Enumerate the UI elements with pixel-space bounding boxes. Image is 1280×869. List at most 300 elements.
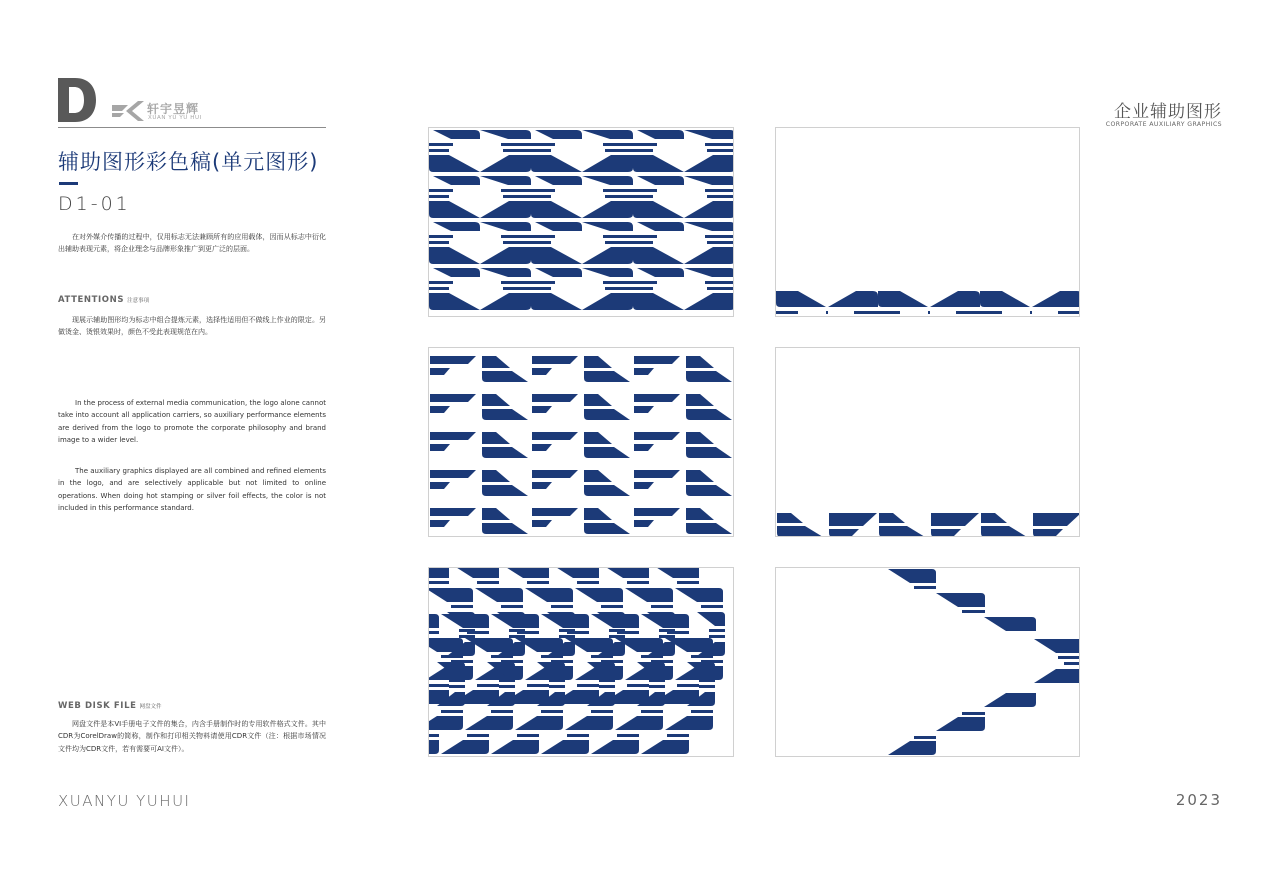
attentions-heading-en: ATTENTIONS xyxy=(58,295,125,305)
strip-bar xyxy=(776,291,826,307)
chevron-line xyxy=(699,685,715,688)
chevron-block xyxy=(1034,669,1080,683)
chevron-line xyxy=(509,635,525,638)
para-bar xyxy=(482,394,510,406)
diamond-line xyxy=(705,281,734,284)
para-bar xyxy=(532,368,552,375)
para-bar xyxy=(482,485,528,496)
chevron-line xyxy=(1058,656,1080,659)
chevron-line xyxy=(491,710,513,713)
chevron-line xyxy=(429,734,439,737)
chevron-arrow-pattern xyxy=(776,568,1080,757)
para-bar xyxy=(634,444,654,451)
diamond-bar xyxy=(637,268,684,277)
diamond-line xyxy=(603,189,633,192)
chevron-line xyxy=(551,605,573,608)
chevron-block xyxy=(641,614,689,628)
diamond-line xyxy=(503,241,531,244)
strip-line xyxy=(1030,311,1032,314)
diamond-line xyxy=(605,241,633,244)
para-bar xyxy=(634,482,654,489)
diamond-line xyxy=(605,149,633,152)
diamond-line xyxy=(503,195,531,198)
diamond-line xyxy=(429,189,453,192)
para-bar xyxy=(634,394,680,402)
corner-subtitle: CORPORATE AUXILIARY GRAPHICS xyxy=(1105,121,1222,128)
chevron-block xyxy=(441,740,489,754)
diamond-line xyxy=(503,287,531,290)
para-bar xyxy=(532,356,578,364)
diamond-bar xyxy=(480,268,531,277)
chevron-line xyxy=(517,734,539,737)
diamond-line xyxy=(429,195,449,198)
diamond-line xyxy=(501,235,531,238)
diamond-bar xyxy=(582,130,633,139)
para-bar xyxy=(686,447,732,458)
para-bar xyxy=(584,447,630,458)
diamond-bar xyxy=(633,247,684,264)
chevron-line xyxy=(914,736,936,739)
diamond-bar xyxy=(531,201,582,218)
parallelogram-strip-pattern xyxy=(776,348,1080,537)
para-bar xyxy=(430,520,450,527)
para-bar xyxy=(634,508,680,516)
chevron-line xyxy=(601,605,623,608)
diamond-pattern xyxy=(429,128,734,317)
strip-line xyxy=(878,311,900,314)
para-bar xyxy=(686,508,714,520)
strip-line xyxy=(928,311,930,314)
page-code: D1-01 xyxy=(58,193,131,215)
para-bar xyxy=(686,371,732,382)
diamond-line xyxy=(429,241,449,244)
para-bar xyxy=(584,371,630,382)
web-disk-heading-cn: 网盘文件 xyxy=(139,704,162,710)
diamond-bar xyxy=(429,247,480,264)
web-disk-heading-en: WEB DISK FILE xyxy=(58,701,137,711)
pattern-panel-chevron-full xyxy=(428,567,734,757)
strip-bar xyxy=(777,513,803,523)
diamond-line xyxy=(429,235,453,238)
para-bar xyxy=(686,394,714,406)
para-bar xyxy=(584,508,612,520)
chevron-block xyxy=(651,568,699,578)
chevron-block xyxy=(429,588,473,602)
diamond-line xyxy=(531,281,555,284)
para-bar xyxy=(584,470,612,482)
chevron-line xyxy=(667,734,689,737)
diamond-bar xyxy=(684,247,734,264)
para-bar xyxy=(482,447,528,458)
diamond-line xyxy=(633,195,653,198)
strip-bar xyxy=(879,513,905,523)
chevron-line xyxy=(491,655,513,658)
diamond-line xyxy=(531,241,551,244)
strip-line xyxy=(854,311,878,314)
chevron-block xyxy=(465,716,513,730)
para-bar xyxy=(634,432,680,440)
para-bar xyxy=(584,394,612,406)
brand-name: 轩宇昱辉 xyxy=(147,102,200,116)
intro-text-cn: 在对外媒介传播的过程中，仅用标志无法兼顾所有的应用载体，因而从标志中衍化出辅助表现元素，将企业理念与品牌形象推广到更广泛的层面。 xyxy=(58,233,326,254)
web-disk-text-cn: 网盘文件是本VI手册电子文件的集合，内含手册制作时的专用软件格式文件。其中CDR为CorelDraw的简称，制作和打印相关物料请使用CDR文件（注：根据市场情况文件均为CDR文件，若有需要可AI文件）。 xyxy=(58,720,326,753)
strip-bar xyxy=(981,526,1027,537)
para-bar xyxy=(584,409,630,420)
chevron-line xyxy=(577,581,599,584)
corner-title: 企业辅助图形 xyxy=(1114,102,1222,122)
strip-line xyxy=(826,311,828,314)
chevron-block xyxy=(697,612,725,626)
para-bar xyxy=(634,368,654,375)
para-bar xyxy=(584,523,630,534)
diamond-bar xyxy=(480,130,531,139)
para-bar xyxy=(686,356,714,368)
attentions-text-cn: 现展示辅助图形均为标志中组合提炼元素，选择性适用但不做线上作业的限定。另做烫金、烫银效果时，颜色不受此表现规范在内。 xyxy=(58,316,326,337)
para-bar xyxy=(686,485,732,496)
para-bar xyxy=(482,508,510,520)
strip-bar xyxy=(879,526,925,537)
para-bar xyxy=(482,523,528,534)
para-bar xyxy=(482,409,528,420)
diamond-line xyxy=(707,195,734,198)
chevron-block xyxy=(541,740,589,754)
para-bar xyxy=(482,356,510,368)
chevron-block xyxy=(888,569,936,583)
diamond-bar xyxy=(480,222,531,231)
strip-bar xyxy=(980,291,1030,307)
chevron-line xyxy=(567,631,589,634)
diamond-bar xyxy=(480,201,531,218)
diamond-bar xyxy=(582,201,633,218)
diamond-bar xyxy=(582,293,633,310)
chevron-line xyxy=(701,605,723,608)
chevron-line xyxy=(599,679,615,682)
diamond-bar xyxy=(535,268,582,277)
chevron-line xyxy=(567,734,589,737)
para-bar xyxy=(686,523,732,534)
diamond-bar xyxy=(433,176,480,185)
chevron-block xyxy=(984,617,1036,631)
diamond-bar xyxy=(531,247,582,264)
chevron-line xyxy=(527,581,549,584)
diamond-line xyxy=(501,189,531,192)
footer-year: 2023 xyxy=(1175,791,1222,809)
diamond-line xyxy=(531,195,551,198)
chevron-line xyxy=(659,635,675,638)
para-bar xyxy=(482,470,510,482)
chevron-line xyxy=(449,679,465,682)
chevron-line xyxy=(451,605,473,608)
diamond-bar xyxy=(429,155,480,172)
para-bar xyxy=(634,520,654,527)
diamond-line xyxy=(633,189,657,192)
chevron-block xyxy=(936,593,985,607)
para-bar xyxy=(584,432,612,444)
diamond-line xyxy=(429,281,453,284)
diamond-bar xyxy=(633,155,684,172)
para-bar xyxy=(430,470,476,478)
diamond-bar xyxy=(433,268,480,277)
chevron-line xyxy=(549,685,565,688)
chevron-block xyxy=(441,614,489,628)
chevron-block xyxy=(515,716,563,730)
chevron-line xyxy=(667,631,689,634)
para-bar xyxy=(430,508,476,516)
chevron-line xyxy=(962,712,985,715)
diamond-bar xyxy=(684,176,734,185)
diamond-bar xyxy=(582,155,633,172)
diamond-bar xyxy=(633,293,684,310)
footer-brand: XUANYU YUHUI xyxy=(58,792,191,810)
diamond-bar xyxy=(633,201,684,218)
chevron-line xyxy=(699,679,715,682)
diamond-bar xyxy=(582,222,633,231)
diamond-line xyxy=(605,195,633,198)
para-bar xyxy=(430,406,450,413)
diamond-bar xyxy=(637,130,684,139)
pattern-panel-parallelogram-full xyxy=(428,347,734,537)
diamond-line xyxy=(707,149,734,152)
diamond-line xyxy=(429,287,449,290)
chevron-block xyxy=(491,614,539,628)
diamond-line xyxy=(633,149,653,152)
chevron-line xyxy=(617,631,639,634)
chevron-line xyxy=(429,631,439,634)
chevron-block xyxy=(551,568,599,578)
chevron-line xyxy=(441,710,463,713)
chevron-line xyxy=(541,655,563,658)
strip-line xyxy=(980,311,1002,314)
chevron-line xyxy=(477,581,499,584)
chevron-line xyxy=(649,685,665,688)
diamond-bar xyxy=(531,293,582,310)
chevron-line xyxy=(677,684,699,687)
para-bar xyxy=(430,432,476,440)
diamond-bar xyxy=(480,155,531,172)
header-divider xyxy=(58,127,326,128)
diamond-line xyxy=(707,287,734,290)
diamond-bar xyxy=(684,130,734,139)
diamond-bar xyxy=(535,176,582,185)
chevron-block xyxy=(601,568,649,578)
chevron-line xyxy=(709,629,725,632)
chevron-line xyxy=(429,684,449,687)
chevron-line xyxy=(641,655,663,658)
para-bar xyxy=(634,406,654,413)
chevron-line xyxy=(499,679,515,682)
para-bar xyxy=(686,432,714,444)
chevron-block xyxy=(1034,639,1080,653)
para-bar xyxy=(430,356,476,364)
brand-logo-icon xyxy=(112,101,144,121)
para-bar xyxy=(430,394,476,402)
chevron-block xyxy=(429,740,439,754)
para-bar xyxy=(430,444,450,451)
diamond-bar xyxy=(535,222,582,231)
diamond-line xyxy=(531,149,551,152)
diamond-bar xyxy=(429,201,480,218)
chevron-line xyxy=(499,685,515,688)
diamond-line xyxy=(429,149,449,152)
diamond-line xyxy=(603,143,633,146)
para-bar xyxy=(532,470,578,478)
diamond-line xyxy=(429,143,453,146)
chevron-line xyxy=(591,655,613,658)
diamond-bar xyxy=(684,201,734,218)
diamond-bar xyxy=(429,293,480,310)
diamond-bar xyxy=(531,155,582,172)
chevron-line xyxy=(691,655,713,658)
chevron-line xyxy=(641,710,663,713)
chevron-block xyxy=(429,568,449,578)
strip-bar xyxy=(1033,513,1080,526)
chevron-block xyxy=(525,588,573,602)
chevron-line xyxy=(962,610,985,613)
chevron-block xyxy=(475,588,523,602)
chevron-block xyxy=(675,588,723,602)
diamond-line xyxy=(705,143,734,146)
diamond-line xyxy=(633,241,653,244)
chevron-line xyxy=(559,635,575,638)
diamond-line xyxy=(633,235,657,238)
diamond-bar xyxy=(480,176,531,185)
chevron-block xyxy=(541,614,589,628)
web-disk-heading xyxy=(58,701,162,711)
strip-line xyxy=(956,311,980,314)
diamond-line xyxy=(633,281,657,284)
para-bar xyxy=(634,356,680,364)
para-bar xyxy=(430,482,450,489)
strip-bar xyxy=(1032,291,1080,307)
chevron-block xyxy=(501,568,549,578)
para-bar xyxy=(482,432,510,444)
attentions-text-en: The auxiliary graphics displayed are all combined and refined elements in the logo, and are selectively applicable but not limited to online operations. When doing hot stamping or silver foil effects, the color is not included in this performance standard. xyxy=(58,467,326,512)
diamond-line xyxy=(531,287,551,290)
chevron-line xyxy=(501,605,523,608)
diamond-bar xyxy=(433,130,480,139)
diamond-bar xyxy=(684,155,734,172)
chevron-line xyxy=(467,734,489,737)
strip-line xyxy=(1058,311,1080,314)
diamond-bar xyxy=(637,222,684,231)
diamond-line xyxy=(603,281,633,284)
diamond-line xyxy=(531,235,555,238)
chevron-line xyxy=(527,684,549,687)
para-bar xyxy=(686,409,732,420)
diamond-line xyxy=(603,235,633,238)
chevron-block xyxy=(565,716,613,730)
chevron-block xyxy=(451,568,499,578)
chevron-line xyxy=(577,684,599,687)
strip-bar xyxy=(828,291,878,307)
para-bar xyxy=(532,432,578,440)
diamond-bar xyxy=(582,176,633,185)
para-bar xyxy=(430,368,450,375)
pattern-panel-parallelogram-strip xyxy=(775,347,1080,537)
logo-d-mark xyxy=(58,78,96,122)
strip-bar xyxy=(931,513,979,526)
para-bar xyxy=(532,508,578,516)
chevron-line xyxy=(649,679,665,682)
diamond-line xyxy=(705,189,734,192)
strip-bar xyxy=(981,513,1007,523)
chevron-line xyxy=(477,684,499,687)
diamond-line xyxy=(531,189,555,192)
chevron-line xyxy=(617,734,639,737)
chevron-block xyxy=(575,588,623,602)
diamond-line xyxy=(605,287,633,290)
para-bar xyxy=(482,371,528,382)
diamond-line xyxy=(633,143,657,146)
diamond-bar xyxy=(480,293,531,310)
chevron-line xyxy=(541,710,563,713)
chevron-block xyxy=(591,740,639,754)
strip-bar xyxy=(829,529,859,537)
attentions-heading-cn: 注意事项 xyxy=(127,298,150,304)
chevron-line xyxy=(914,586,936,589)
chevron-line xyxy=(677,581,699,584)
chevron-line xyxy=(651,605,673,608)
pattern-panel-diamond-strip xyxy=(775,127,1080,317)
chevron-block xyxy=(491,740,539,754)
para-bar xyxy=(532,406,552,413)
diamond-line xyxy=(531,143,555,146)
chevron-line xyxy=(627,581,649,584)
diamond-bar xyxy=(535,130,582,139)
diamond-bar xyxy=(684,268,734,277)
diamond-line xyxy=(503,149,531,152)
para-bar xyxy=(686,470,714,482)
chevron-line xyxy=(459,635,475,638)
chevron-block xyxy=(625,588,673,602)
chevron-line xyxy=(1064,662,1080,665)
chevron-line xyxy=(441,655,463,658)
chevron-line xyxy=(691,710,713,713)
chevron-line xyxy=(609,635,625,638)
chevron-block xyxy=(591,614,639,628)
chevron-line xyxy=(599,685,615,688)
chevron-line xyxy=(627,684,649,687)
strip-bar xyxy=(878,291,928,307)
strip-line xyxy=(776,311,798,314)
chevron-pattern xyxy=(429,568,734,757)
strip-bar xyxy=(829,513,877,526)
chevron-line xyxy=(467,631,489,634)
strip-bar xyxy=(1033,529,1063,537)
diamond-line xyxy=(707,241,734,244)
para-bar xyxy=(532,444,552,451)
strip-bar xyxy=(777,526,823,537)
diamond-bar xyxy=(582,247,633,264)
para-bar xyxy=(532,482,552,489)
diamond-bar xyxy=(480,247,531,264)
title-accent-bar xyxy=(59,182,78,185)
chevron-line xyxy=(517,631,539,634)
diamond-line xyxy=(633,287,653,290)
chevron-block xyxy=(429,716,463,730)
diamond-bar xyxy=(582,268,633,277)
chevron-block xyxy=(615,716,663,730)
para-bar xyxy=(584,485,630,496)
strip-bar xyxy=(931,529,961,537)
para-bar xyxy=(532,394,578,402)
diamond-bar xyxy=(637,176,684,185)
chevron-block xyxy=(641,740,689,754)
attentions-heading xyxy=(58,295,149,305)
diamond-line xyxy=(501,143,531,146)
chevron-block xyxy=(984,693,1036,707)
chevron-line xyxy=(709,635,725,638)
